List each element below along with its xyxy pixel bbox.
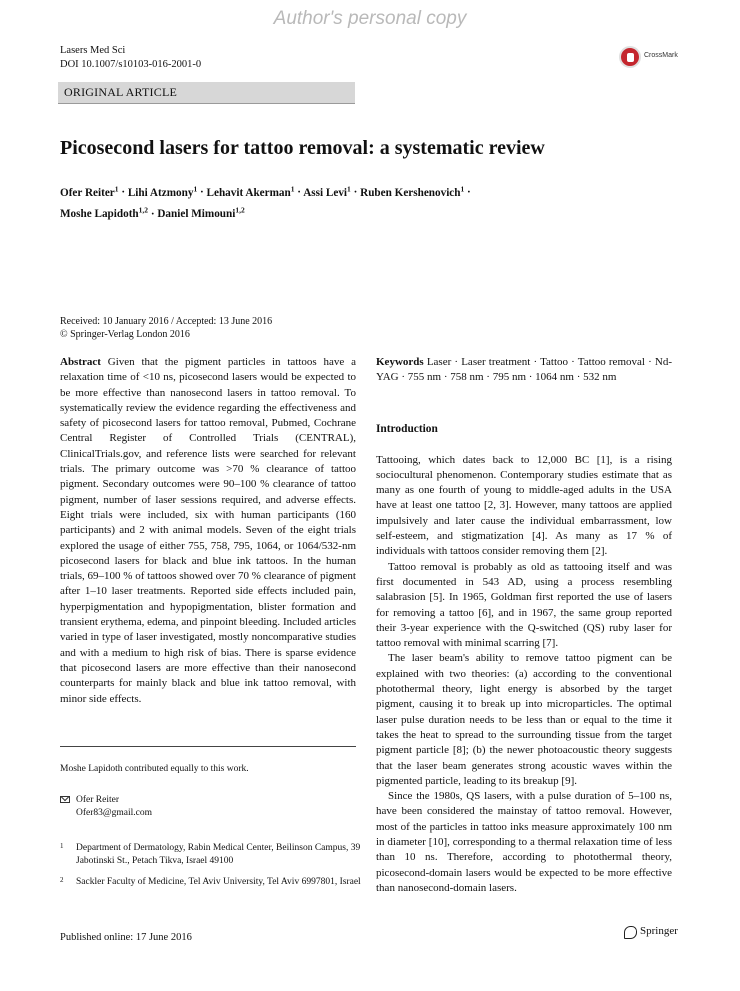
intro-paragraph: Tattooing, which dates back to 12,000 BC [1], is a rising sociocultural phenomenon. Contemporary studies estimate that as many as one fourth of young to middle-aged adults in the USA have at least one tattoo [2, 3]. However, many tattoos are applied impulsively and later cause the individual embarrassment, low self-esteem, and stigmatization [4]. As many as 17 % of individuals with tattoos consider removing them [2].: [376, 453, 672, 558]
author: [157, 205, 245, 221]
envelope-icon: [60, 796, 70, 803]
abstract-text: Given that the pigment particles in tattoos have a relaxation time of <10 ns, picosecond lasers would be expected to be more effective than nanosecond lasers in tattoo removal. To systematically review the evidence regarding the effectiveness and safety of picosecond lasers for tattoo removal, Pubmed, Cochrane Central Register of Controlled Trials (CENTRAL), ClinicalTrials.gov, and reference lists were searched for relevant trials. The primary outcome was >70 % clearance of tattoo pigment. Secondary outcomes were 90–100 % clearance of tattoo pigment, number of laser sessions required, and adverse effects. Eight trials were included, six with human participants (160 participants) and 2 with animal models. Seven of the eight trials explored the usage of either 755, 758, 795, 1064, or 1064/532-nm picosecond lasers for black and blue ink tattoos. In the human trials, 69–100 % of tattoos showed over 70 % clearance of pigment after 1–10 laser treatments. Reported side effects included pain, hyperpigmentation and hypopigmentation, blister formation and transient erythema, edema, and pinpoint bleeding. Included articles varied in type of laser investigated, mostly noncomparative studies and with a medium to high risk of bias. There is sparse evidence that picosecond lasers are more effective than their nanosecond counterparts for mainly black and blue ink tattoo removal, with minor side effects.: [60, 356, 356, 705]
abstract-label: Abstract: [60, 356, 101, 368]
author-name: Ofer Reiter: [60, 186, 115, 199]
affiliation: [60, 876, 366, 889]
keywords: [376, 355, 672, 386]
author: [127, 184, 198, 199]
copyright: © Springer-Verlag London 2016: [60, 328, 190, 340]
right-column: [376, 355, 672, 896]
affiliation-number: 1: [60, 842, 64, 850]
author-list: Ofer Reiter$^1$ · Lihi Atzmony$^1$ · Lehavit Akerman$^1$ · Assi Levi$^1$ · Ruben Kershenovich$^1$ · Moshe Lapidoth$^{1,2}$ · Daniel Mimouni$^{1,2}$: [60, 184, 471, 221]
correspondence-name: Ofer Reiter: [76, 795, 119, 805]
article-title: Picosecond lasers for tattoo removal: a systematic review: [60, 137, 545, 159]
doi[interactable]: DOI 10.1007/s10103-016-2001-0: [60, 59, 202, 70]
author-name: Ruben Kershenovich: [360, 186, 461, 199]
crossmark-label: CrossMark: [644, 52, 678, 59]
author: [303, 184, 351, 199]
author-affiliation-mark: 1: [347, 184, 351, 193]
watermark: Author's personal copy: [273, 8, 467, 29]
affiliation-text: Department of Dermatology, Rabin Medical Center, Beilinson Campus, 39 Jabotinski St., Petach Tikva, Israel 49100: [76, 843, 361, 866]
contribution-footnote: Moshe Lapidoth contributed equally to this work.: [60, 764, 249, 774]
publisher-logo: [624, 924, 684, 942]
article-dates: [60, 316, 272, 341]
springer-horse-icon: [624, 926, 637, 939]
abstract: [60, 355, 356, 707]
journal-info: [60, 44, 201, 72]
keywords-text: Laser · Laser treatment · Tattoo · Tattoo removal · Nd-YAG · 755 nm · 758 nm · 795 nm · 1064 nm · 532 nm: [376, 356, 673, 384]
author: [360, 184, 465, 199]
author-name: Assi Levi: [303, 186, 348, 199]
author-name: Daniel Mimouni: [157, 208, 236, 221]
author-affiliation-mark: 1: [460, 184, 465, 193]
author-affiliation-mark: 1,2: [138, 205, 149, 215]
author: [60, 205, 149, 221]
author-name: Moshe Lapidoth: [60, 208, 139, 221]
footnote-divider: [60, 746, 356, 747]
correspondence-email[interactable]: Ofer83@gmail.com: [76, 808, 153, 818]
correspondence: [60, 794, 152, 820]
affiliation-text: Sackler Faculty of Medicine, Tel Aviv University, Tel Aviv 6997801, Israel: [76, 877, 361, 887]
published-online: Published online: 17 June 2016: [60, 932, 192, 943]
author-affiliation-mark: 1: [193, 184, 198, 193]
author: [60, 184, 119, 199]
received-accepted: Received: 10 January 2016 / Accepted: 13 June 2016: [60, 316, 273, 327]
author-affiliation-mark: 1: [114, 184, 119, 193]
intro-paragraph: Tattoo removal is probably as old as tattooing itself and was first documented in 543 AD, using a process resembling salabrasion [5]. In 1965, Goldman first reported the use of lasers for removing a tattoo [6], and in 1967, the same group reported their 3-year experience with the Q-switched (QS) ruby laser for tattoo removal with minimal scarring [7].: [376, 560, 672, 650]
affiliation: [60, 842, 366, 868]
publisher-name: Springer: [640, 925, 678, 937]
crossmark-icon: [619, 46, 641, 68]
affiliation-number: 2: [60, 876, 64, 884]
author: [206, 184, 295, 199]
introduction-heading: Introduction: [376, 422, 438, 435]
intro-paragraph: The laser beam's ability to remove tattoo pigment can be explained with two theories: (a) according to the conventional photothermal theory, light energy is absorbed by the target pigment, causing it to break up into microparticles. The optimal laser pulse duration needs to be less than or equal to the time it takes the heat to spread to the surrounding tissue from the target pigment particle [8]; (b) the newer photoacoustic theory suggests that the laser beam generates strong acoustic waves within the pigmented particle, leading to its breakup [9].: [376, 652, 672, 787]
author-affiliation-mark: 1: [290, 184, 295, 193]
intro-paragraph: Since the 1980s, QS lasers, with a pulse duration of 5–100 ns, have been considered the mainstay of tattoo removal. However, most of the particles in tattoo inks measure approximately 100 nm in diameter [10], corresponding to a thermal relaxation time of less than 10 ns. Therefore, according to photothermal theory, picosecond-domain lasers would be expected to be more effective than nanosecond-domain lasers.: [376, 790, 672, 894]
keywords-label: Keywords: [376, 356, 424, 368]
article-type-banner: ORIGINAL ARTICLE: [58, 82, 355, 104]
crossmark-badge[interactable]: [619, 46, 689, 70]
author-name: Lehavit Akerman: [206, 186, 291, 199]
author-affiliation-mark: 1,2: [235, 205, 245, 215]
journal-name: Lasers Med Sci: [60, 45, 126, 56]
author-name: Lihi Atzmony: [127, 186, 194, 199]
